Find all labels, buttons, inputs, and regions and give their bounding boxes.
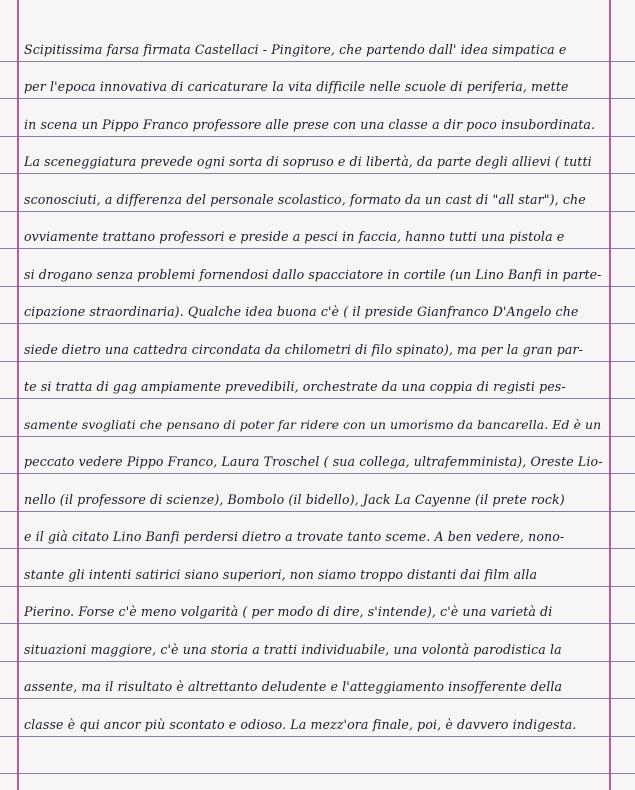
text-line: assente, ma il risultato è altrettanto deludente e l'atteggiamento insofferente della [24,679,563,694]
text-line: si drogano senza problemi fornendosi dallo spacciatore in cortile (un Lino Banfi in parte- [24,267,602,282]
text-line: Scipitissima farsa firmata Castellaci - Pingitore, che partendo dall' idea simpatica e [24,42,567,57]
text-line: e il già citato Lino Banfi perdersi dietro a trovate tanto sceme. A ben vedere, nono- [24,529,565,544]
text-line: per l'epoca innovativa di caricaturare la vita difficile nelle scuole di periferia, mette [24,79,569,94]
text-line: peccato vedere Pippo Franco, Laura Troschel ( sua collega, ultrafemminista), Oreste Lio- [24,454,603,469]
text-line: classe è qui ancor più scontato e odioso. La mezz'ora finale, poi, è davvero indigesta. [24,717,577,732]
left-margin-line [17,0,19,790]
text-line: sconosciuti, a differenza del personale scolastico, formato da un cast di "all star"), che [24,192,586,207]
text-line: samente svogliati che pensano di poter far ridere con un umorismo da bancarella. Ed è un [24,417,602,432]
right-margin-line [609,0,611,790]
text-line: La sceneggiatura prevede ogni sorta di sopruso e di libertà, da parte degli allievi ( tutti [24,154,592,169]
text-line: te si tratta di gag ampiamente prevedibili, orchestrate da una coppia di registi pes- [24,379,566,394]
text-line: ovviamente trattano professori e preside a pesci in faccia, hanno tutti una pistola e [24,229,565,244]
ruled-line [0,773,635,774]
text-line: situazioni maggiore, c'è una storia a tratti individuabile, una volontà parodistica la [24,642,562,657]
text-line: in scena un Pippo Franco professore alle prese con una classe a dir poco insubordinata. [24,117,596,132]
text-line: Pierino. Forse c'è meno volgarità ( per modo di dire, s'intende), c'è una varietà di [24,604,553,619]
text-line: cipazione straordinaria). Qualche idea buona c'è ( il preside Gianfranco D'Angelo che [24,304,579,319]
text-line: nello (il professore di scienze), Bombolo (il bidello), Jack La Cayenne (il prete rock) [24,492,565,507]
text-line: stante gli intenti satirici siano superiori, non siamo troppo distanti dai film alla [24,567,538,582]
text-line: siede dietro una cattedra circondata da chilometri di filo spinato), ma per la gran par- [24,342,584,357]
